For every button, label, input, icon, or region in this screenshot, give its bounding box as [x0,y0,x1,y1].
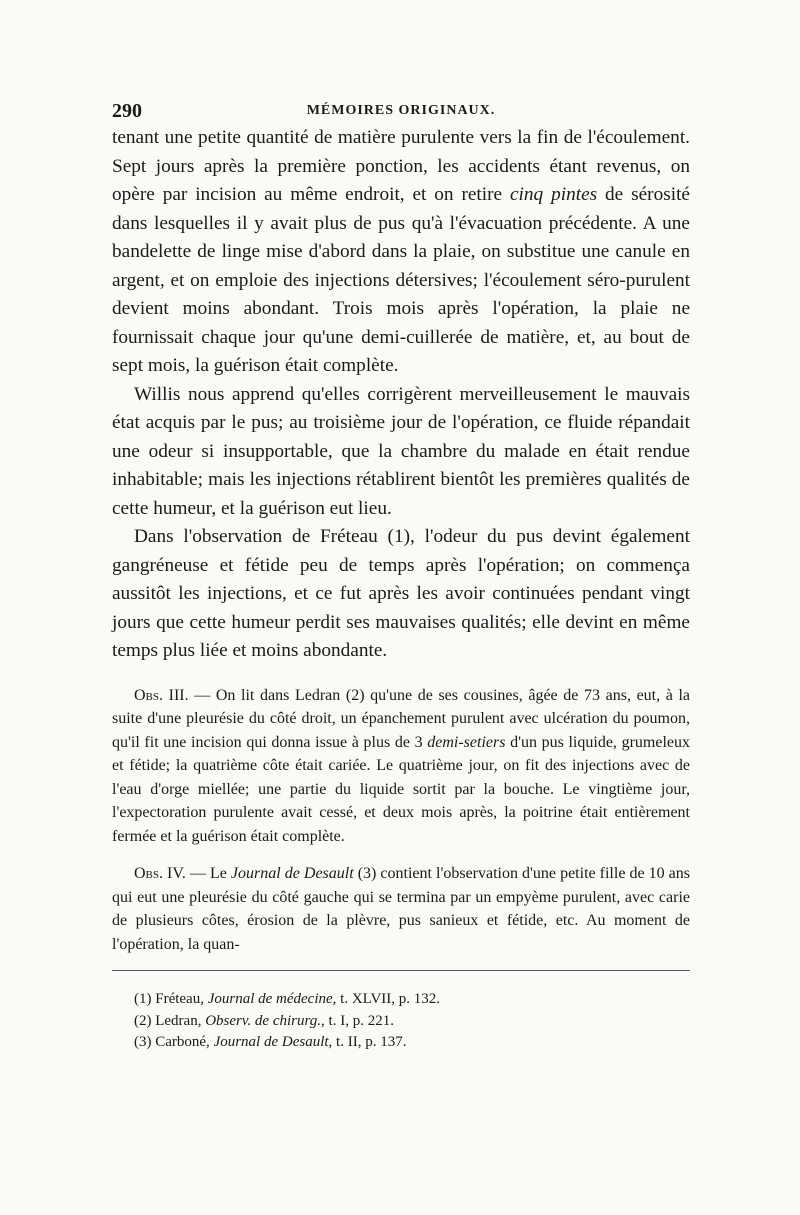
footnote: (3) Carboné, Journal de Desault, t. II, p. 137. [134,1034,407,1050]
paragraph-freteau: Dans l'observation de Fréteau (1), l'odeur du pus devint également gangréneuse et fétide peu de temps après l'opération; on commença aussitôt les injections, et ce fut après les avoir continuées pendant vingt jours que cette humeur perdit ses mauvaises qualités; elle devint en même temps plus liée et moins abondante. [112,526,690,661]
paragraph-willis: Willis nous apprend qu'elles corrigèrent merveilleusement le mauvais état acquis par le pus; au troisième jour de l'opération, ce fluide répandait une odeur si insupportable, que la chambre du malade en était rendue inhabitable; mais les injections rétablirent bientôt les premières qualités de cette humeur, et la guérison eut lieu. [112,383,690,519]
book-page [112,100,690,1054]
italic-term: demi-setiers [427,733,506,751]
page-number: 290 [112,100,142,122]
observation-label: Obs. IV. [134,865,186,882]
italic-term: Journal de Desault [230,865,354,882]
paragraph-continuation: tenant une petite quantité de matière purulente vers la fin de l'écoulement. Sept jours après la première ponction, les accidents étant revenus, on opère par incision au même endroit, et on retire cinq pintes de sérosité dans lesquelles il y avait plus de pus qu'à l'évacuation précédente. A une bandelette de linge mise d'abord dans la plaie, on substitue une canule en argent, et on emploie des injections détersives; l'écoulement séro-purulent devient moins abondant. Trois mois après l'opération, la plaie ne fournissait chaque jour qu'une demi-cuillerée de matière, et, au bout de sept mois, la guérison était complète. [112,127,690,376]
observation-4: Obs. IV. — Le Journal de Desault (3) contient l'observation d'une petite fille de 10 ans qui eut une pleurésie du côté gauche qui se termina par un empyème purulent, avec carie de plusieurs côtes, érosion de la plèvre, pus sanieux et fétide, etc. Au moment de l'opération, la quan- [112,865,691,953]
footnote: (2) Ledran, Observ. de chirurg., t. I, p. 221. [134,1012,394,1029]
observation-label: Obs. III. [134,686,189,704]
footnote-rule [112,970,690,971]
running-title: MÉMOIRES ORIGINAUX. [306,103,496,118]
running-head [112,100,690,124]
observation-3: Obs. III. — On lit dans Ledran (2) qu'une de ses cousines, âgée de 73 ans, eut, à la suite d'une pleurésie du côté droit, un épanchement purulent avec ulcération du poumon, qu'il fit une incision qui donna issue à plus de 3 demi-setiers d'un pus liquide, grumeleux et fétide; la quatrième côte était cariée. Le quatrième jour, on fit des injections avec de l'eau d'orge miellée; une partie du liquide sortit par la bouche. Le vingtième jour, l'expectoration purulente avait cessé, et deux mois après, la poitrine était entièrement fermée et la guérison était complète. [112,686,690,845]
footnotes [112,989,690,1054]
footnote: (1) Fréteau, Journal de médecine, t. XLVII, p. 132. [134,991,441,1007]
italic-term: cinq pintes [510,184,598,205]
